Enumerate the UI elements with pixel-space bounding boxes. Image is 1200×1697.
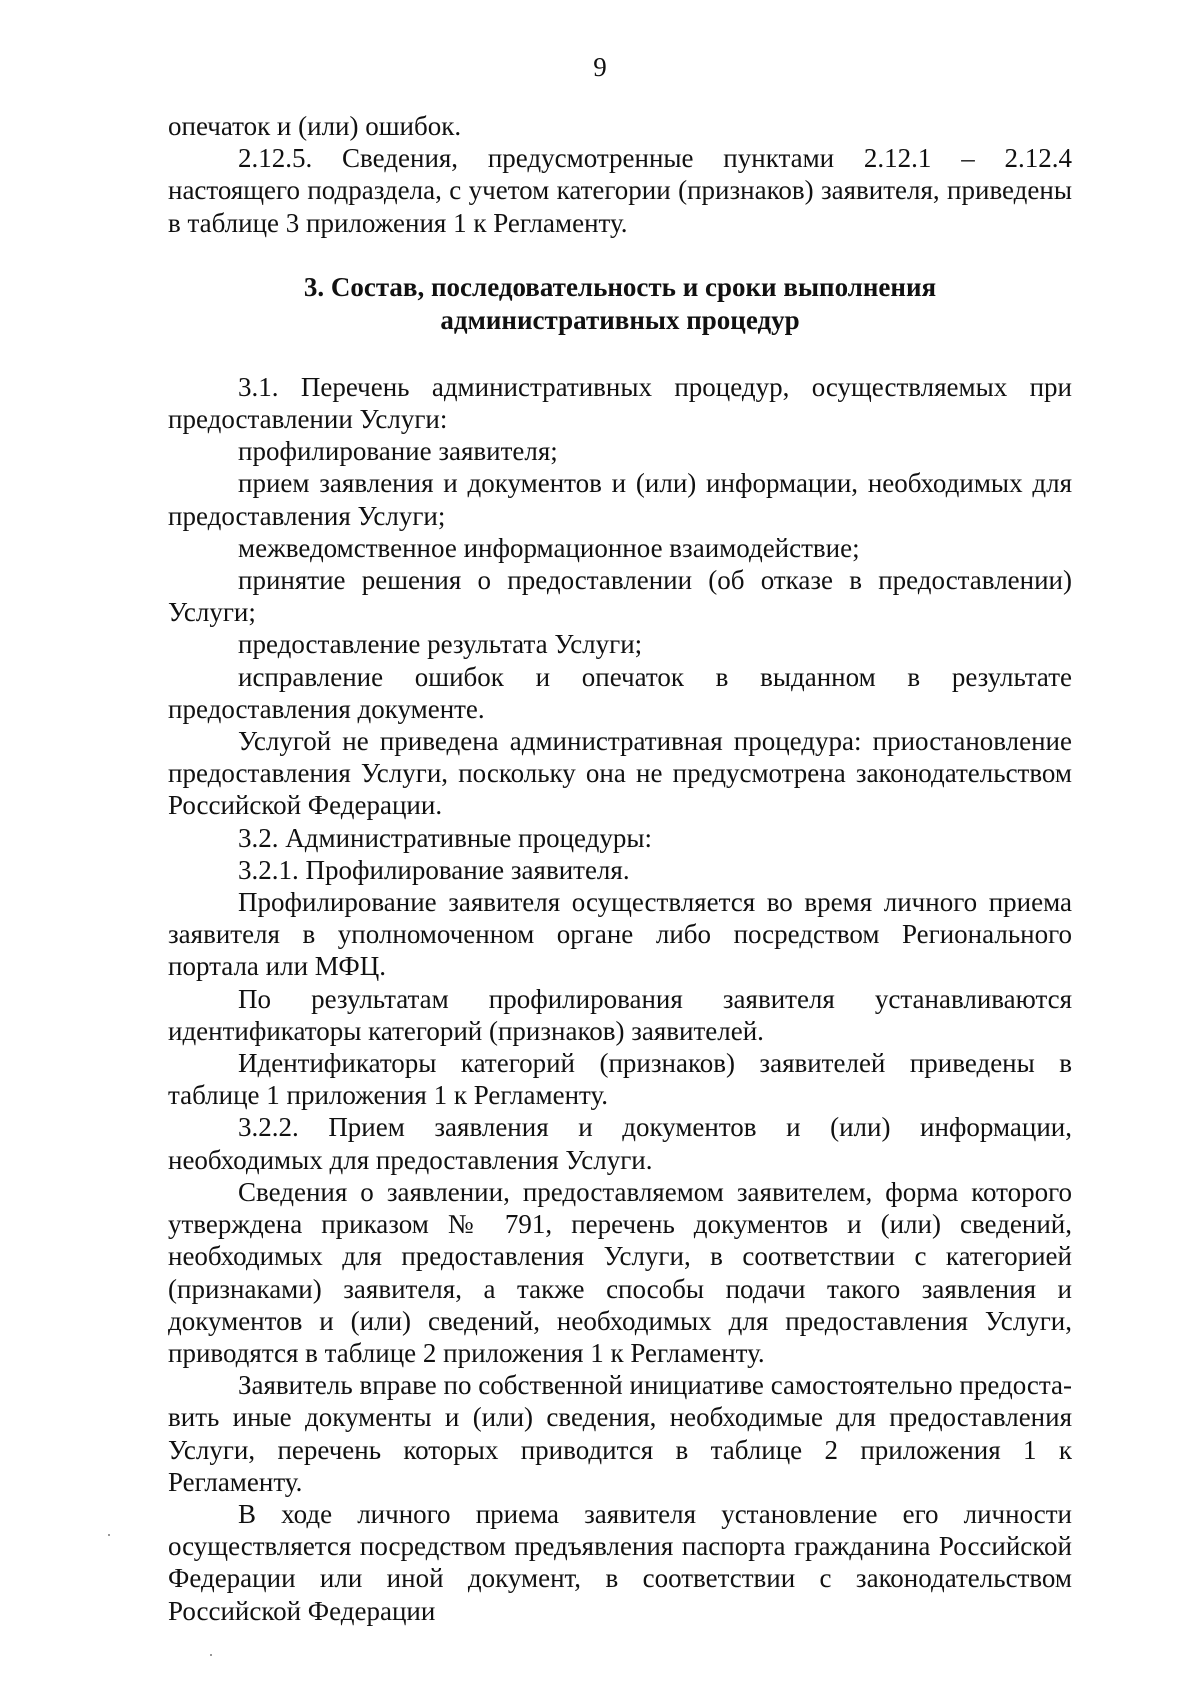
section-3-title (168, 271, 1072, 337)
paragraph-application-info: Сведения о заявлении, предоставляемом заявителем, форма которого утверждена приказом № 791, перечень документов и (или) сведений, необходимых для предоставления Услуги, в соответствии с категорией (признаками) заявителя, а также способы подачи такого заявления и документов и (или) сведений, необходимых для предоставления Услуги, приводятся в таблице 2 приложения 1 к Регламенту. (168, 1176, 1072, 1368)
procedure-item: профилирование заявителя; (238, 436, 558, 467)
procedure-item: прием заявления и документов и (или) информации, необходимых для предоставления Услуги; (168, 468, 1072, 531)
document-body (168, 110, 1072, 1627)
continuation-line: опечаток и (или) ошибок. (168, 111, 462, 141)
paragraph-2-12-5: 2.12.5. Сведения, предусмотренные пунктами 2.12.1 – 2.12.4 настоящего подраздела, с учетом категории (признаков) заявителя, приведены в таблице 3 приложения 1 к Регламенту. (168, 143, 1072, 238)
section-title-line-1: 3. Состав, последовательность и сроки выполнения (303, 271, 937, 302)
paragraph-identity: В ходе личного приема заявителя установление его личности осуществляется посредством предъявления паспорта гражданина Российской Федерации или иной документ, в соответствии с законодательством Российской Федерации (168, 1498, 1072, 1626)
paragraph-3-1: 3.1. Перечень административных процедур, осуществляемых при предоставлении Услуги: (168, 371, 1072, 435)
paragraph-profiling-result: По результатам профилирования заявителя устанавливаются идентификаторы категорий (признаков) заявителей. (168, 983, 1072, 1046)
procedure-item: принятие решения о предоставлении (об отказе в предоставлении) Услуги; (168, 565, 1072, 628)
paragraph-profiling-how: Профилирование заявителя осуществляется во время личного приема заявителя в уполномоченном органе либо посредством Регионального портала или МФЦ. (168, 887, 1072, 982)
paragraph-3-2-2: 3.2.2. Прием заявления и документов и (или) информации, необходимых для предоставления Услуги. (168, 1112, 1072, 1175)
paragraph-not-provided: Услугой не приведена административная процедура: приостановление предоставления Услуги, поскольку она не предусмотрена законодательством Российской Федерации. (168, 726, 1072, 821)
paragraph-3-2-1: 3.2.1. Профилирование заявителя. (238, 854, 630, 885)
paragraph-applicant-right: Заявитель вправе по собственной инициативе самостоятельно предоставить иные документы и (или) сведения, необходимые для предоставления Услуги, перечень которых приводится в таблице 2 приложения 1 к Регламенту. (168, 1370, 1072, 1497)
procedure-item: исправление ошибок и опечаток в выданном в результате предоставления документе. (168, 661, 1072, 724)
paragraph-3-2: 3.2. Административные процедуры: (238, 822, 653, 853)
scan-speck (210, 1654, 212, 1656)
procedure-item: межведомственное информационное взаимодействие; (238, 532, 860, 563)
scan-speck (108, 1534, 110, 1536)
procedure-item: предоставление результата Услуги; (238, 629, 643, 660)
section-title-line-2: административных процедур (440, 304, 800, 335)
paragraph-identifiers: Идентификаторы категорий (признаков) заявителей приведены в таблице 1 приложения 1 к Регламенту. (168, 1048, 1072, 1111)
page-number: 9 (593, 52, 607, 82)
